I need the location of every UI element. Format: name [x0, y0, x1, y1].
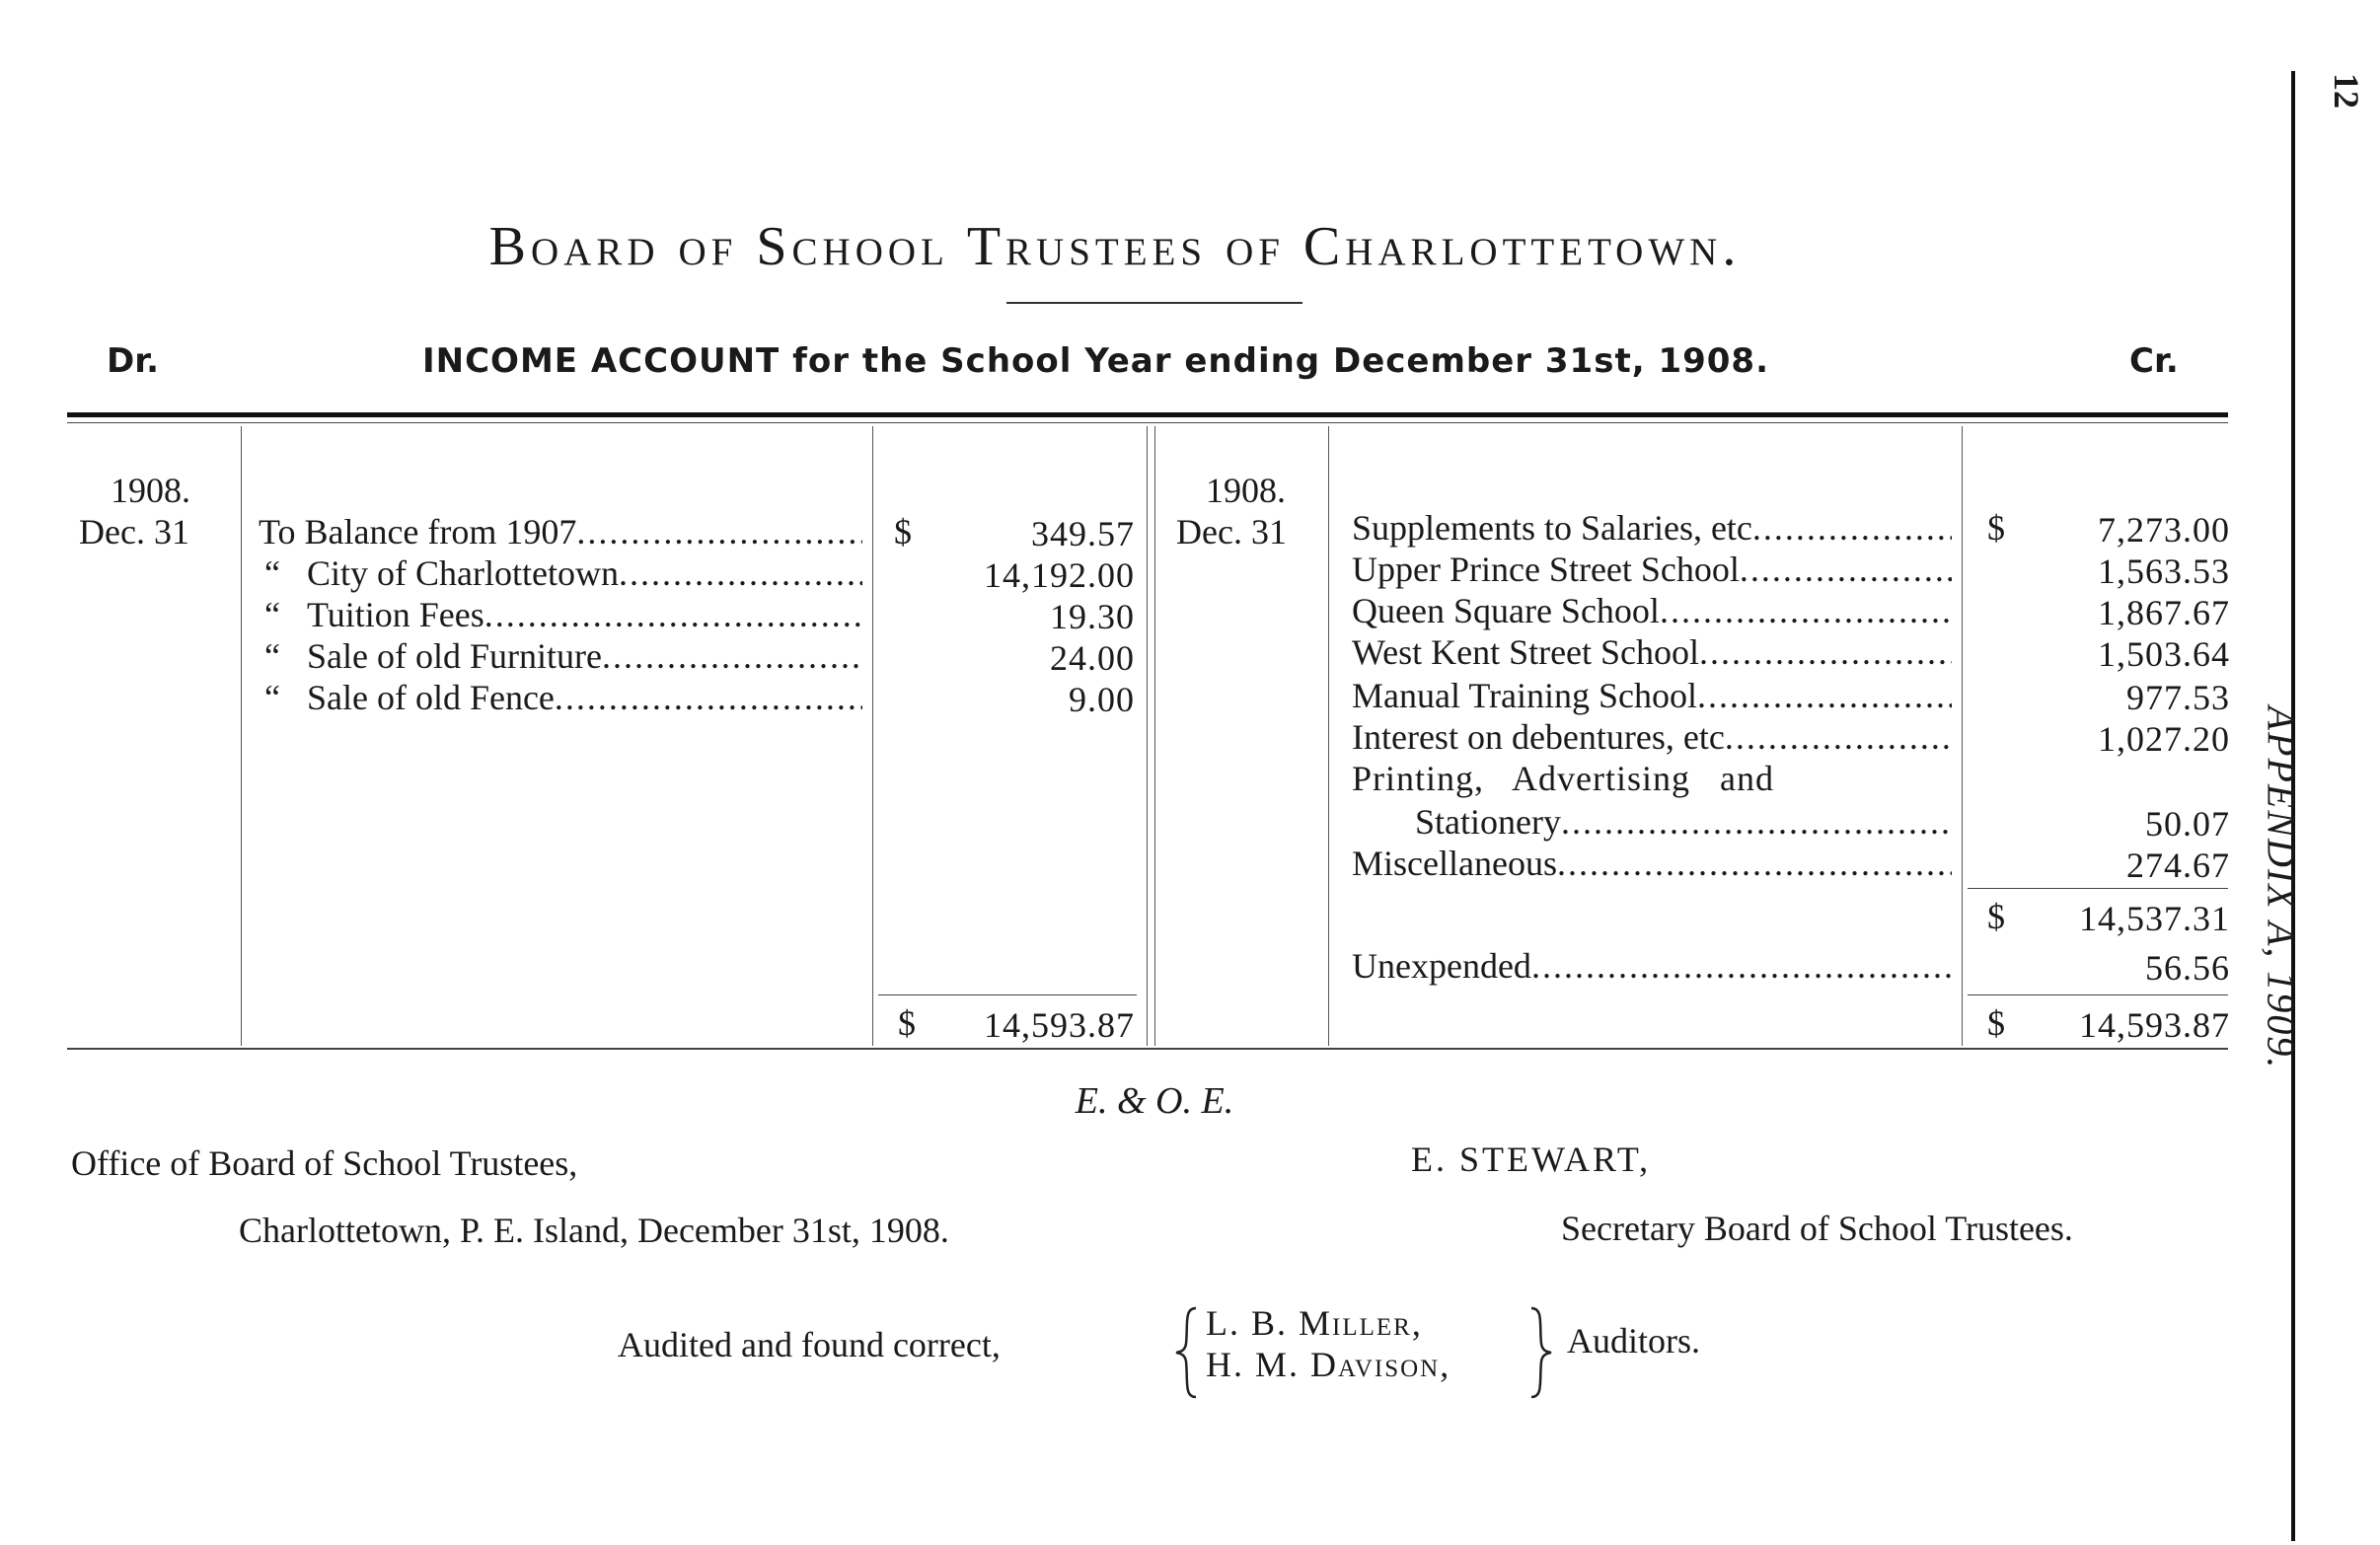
leader-dots	[1697, 675, 1952, 716]
credit-subtotal: 14,537.31	[2079, 899, 2230, 938]
credit-date-column-rule	[1328, 426, 1329, 1046]
leader-dots	[1557, 843, 1952, 884]
auditor-name: L. B. Miller,	[1206, 1303, 1423, 1343]
signer-title: Secretary Board of School Trustees.	[1561, 1209, 2073, 1248]
debit-entry-prefix: To	[259, 512, 296, 552]
credit-entry-amount: 1,563.53	[2098, 552, 2230, 591]
debit-entry-amount: 349.57	[1031, 514, 1135, 553]
credit-entry	[1352, 675, 1952, 716]
debit-label: Dr.	[107, 341, 160, 381]
credit-entry-amount: 50.07	[2145, 804, 2230, 844]
debit-entry	[264, 594, 862, 635]
debit-year: 1908.	[111, 471, 190, 510]
debit-entry-label: Tuition Fees	[306, 595, 484, 634]
credit-subtotal-rule	[1968, 888, 2228, 889]
center-divider-rule	[1154, 426, 1155, 1046]
auditor-name: H. M. Davison,	[1206, 1345, 1451, 1384]
leader-dots	[555, 677, 862, 718]
credit-entry	[1352, 843, 1952, 884]
debit-date-column-rule	[241, 426, 242, 1046]
debit-total-rule	[878, 994, 1137, 995]
credit-entry-label: Upper Prince Street School	[1352, 550, 1740, 589]
credit-total-currency: $	[1987, 1003, 2005, 1043]
left-brace-icon	[1172, 1304, 1202, 1401]
debit-total-currency: $	[898, 1003, 916, 1043]
credit-entry-amount: 7,273.00	[2098, 510, 2230, 550]
credit-unexpended	[1352, 945, 1952, 987]
debit-entry-amount: 9.00	[1069, 680, 1135, 719]
credit-entry-currency: $	[1987, 508, 2005, 548]
credit-entry-amount: 1,867.67	[2098, 593, 2230, 632]
debit-entry-prefix: “	[264, 678, 280, 717]
credit-entry-label: Supplements to Salaries, etc	[1352, 508, 1752, 548]
credit-label: Cr.	[2129, 341, 2179, 381]
credit-amount-column-rule	[1962, 426, 1963, 1046]
credit-entry-label: Stationery	[1415, 802, 1561, 842]
credit-entry	[1352, 631, 1952, 673]
credit-entry-amount: 1,503.64	[2098, 634, 2230, 674]
leader-dots	[1752, 507, 1952, 549]
debit-entry-amount: 19.30	[1050, 597, 1135, 636]
signer-name: E. STEWART,	[1411, 1140, 1652, 1179]
ledger-top-rule-thin	[67, 422, 2228, 423]
debit-entry	[264, 677, 862, 718]
debit-entry	[264, 552, 862, 594]
credit-entry	[1352, 549, 1952, 590]
credit-subtotal-currency: $	[1987, 897, 2005, 936]
credit-entry-label: West Kent Street School	[1352, 632, 1700, 672]
debit-entry-prefix: “	[264, 636, 280, 676]
credit-total: 14,593.87	[2079, 1005, 2230, 1045]
unexpended-amount: 56.56	[2145, 948, 2230, 988]
leader-dots	[1660, 590, 1952, 631]
leader-dots	[1531, 945, 1952, 987]
leader-dots	[602, 635, 862, 677]
debit-entry-label: Balance from 1907	[304, 512, 577, 552]
account-title: INCOME ACCOUNT for the School Year ending December 31st, 1908.	[422, 341, 1770, 381]
credit-entry	[1352, 716, 1952, 758]
leader-dots	[484, 594, 862, 635]
credit-year: 1908.	[1206, 471, 1286, 510]
credit-entry	[1415, 801, 1952, 843]
page-number: 12	[2327, 73, 2366, 109]
credit-entry-label: Interest on debentures, etc	[1352, 717, 1725, 757]
leader-dots	[1725, 716, 1952, 758]
appendix-running-head: APPENDIX A, 1909.	[2259, 705, 2304, 1070]
credit-entry	[1352, 507, 1952, 549]
audit-statement: Audited and found correct,	[618, 1325, 1001, 1364]
place-date-line: Charlottetown, P. E. Island, December 31st, 1908.	[239, 1211, 949, 1250]
debit-entry-label: Sale of old Furniture	[306, 636, 602, 676]
credit-entry-label: Miscellaneous	[1352, 844, 1557, 883]
leader-dots	[1561, 801, 1952, 843]
page-title: Board of School Trustees of Charlottetown.	[488, 216, 1742, 277]
credit-entry-amount: 977.53	[2126, 678, 2230, 717]
unexpended-label: Unexpended	[1352, 946, 1531, 986]
credit-entry-label: Printing, Advertising and	[1352, 759, 1774, 798]
debit-entry-label: Sale of old Fence	[306, 678, 555, 717]
debit-entry	[259, 511, 862, 552]
debit-entry-amount: 14,192.00	[984, 555, 1135, 595]
debit-entry-prefix: “	[264, 553, 280, 593]
debit-entry-label: City of Charlottetown	[306, 553, 619, 593]
credit-entry-amount: 274.67	[2126, 846, 2230, 885]
leader-dots	[619, 552, 862, 594]
debit-entry-amount: 24.00	[1050, 638, 1135, 678]
credit-total-rule	[1968, 994, 2228, 995]
title-rule	[1006, 302, 1302, 304]
auditors-label: Auditors.	[1567, 1321, 1700, 1361]
leader-dots	[1699, 631, 1952, 673]
ledger-bottom-rule	[67, 1048, 2228, 1050]
debit-amount-column-rule	[872, 426, 873, 1046]
debit-entry-prefix: “	[264, 595, 280, 634]
credit-date: Dec. 31	[1176, 512, 1287, 552]
debit-total: 14,593.87	[984, 1005, 1135, 1045]
office-line: Office of Board of School Trustees,	[71, 1143, 578, 1183]
credit-entry-label: Manual Training School	[1352, 676, 1698, 715]
debit-right-rule	[1147, 426, 1148, 1046]
errors-omissions-note: E. & O. E.	[1075, 1080, 1234, 1122]
debit-entry	[264, 635, 862, 677]
credit-entry-label: Queen Square School	[1352, 591, 1660, 630]
ledger-top-rule	[67, 412, 2228, 417]
debit-date: Dec. 31	[79, 512, 189, 552]
credit-entry	[1352, 590, 1952, 631]
leader-dots	[1740, 549, 1952, 590]
debit-entry-currency: $	[894, 512, 912, 552]
right-brace-icon	[1525, 1304, 1555, 1401]
leader-dots	[576, 511, 862, 552]
credit-entry-amount: 1,027.20	[2098, 719, 2230, 759]
